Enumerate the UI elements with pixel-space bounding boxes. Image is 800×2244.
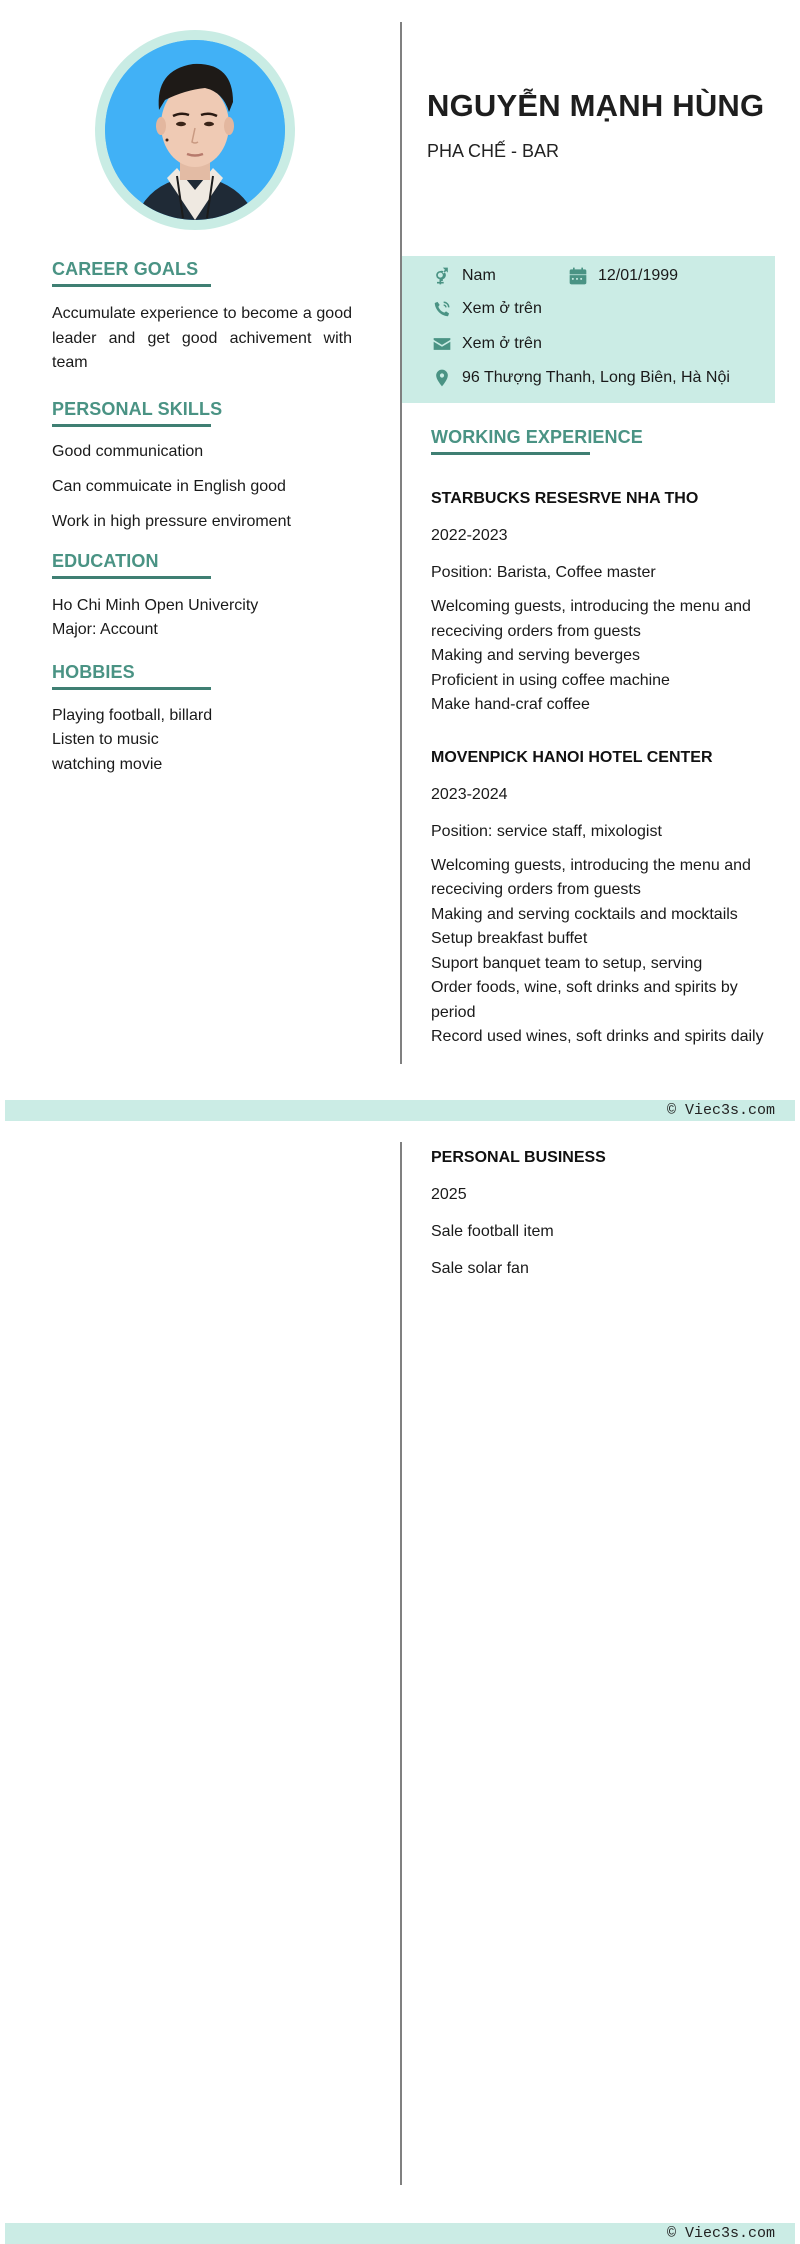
section-underline [52, 576, 211, 579]
education-school: Ho Chi Minh Open Univercity [52, 596, 259, 614]
job-line: Sale football item [431, 1223, 554, 1240]
skill-item: Good communication [52, 442, 204, 460]
job-period: 2025 [431, 1186, 467, 1203]
contact-phone [432, 297, 542, 321]
column-divider [400, 22, 402, 1064]
personal-skills-section [52, 398, 352, 532]
cv-page-2 [0, 1121, 800, 2221]
job-duty: Welcoming guests, introducing the menu and receciving orders from guests [431, 598, 751, 640]
job-duties [431, 854, 771, 1050]
job-duty: Proficient in using coffee machine [431, 671, 670, 689]
avatar-ring [95, 30, 295, 230]
section-underline [52, 687, 211, 690]
email-value: Xem ở trên [462, 335, 542, 352]
job-duty: Making and serving cocktails and mocktails [431, 905, 738, 923]
section-underline [52, 284, 211, 287]
footer-copyright: © Viec3s.com [5, 2223, 795, 2244]
job-entry [431, 1148, 771, 1279]
contact-birthday [568, 264, 678, 288]
job-position: Position: service staff, mixologist [431, 822, 662, 840]
profile-photo [105, 40, 285, 220]
birthday-value: 12/01/1999 [598, 267, 679, 284]
left-column [52, 258, 352, 777]
phone-icon [432, 299, 452, 319]
contact-address [432, 366, 730, 390]
address-value: 96 Thượng Thanh, Long Biên, Hà Nội [462, 369, 730, 386]
job-line: Sale solar fan [431, 1260, 529, 1277]
hobbies-section [52, 661, 352, 778]
job-entry [431, 489, 771, 718]
working-experience-section [431, 426, 771, 1050]
job-period: 2023-2024 [431, 785, 508, 803]
contact-info-panel [402, 256, 775, 403]
section-title: PERSONAL SKILLS [52, 398, 223, 419]
skill-item: Can commuicate in English good [52, 477, 286, 495]
avatar [105, 40, 285, 220]
contact-gender [432, 264, 496, 288]
email-icon [432, 334, 452, 354]
job-duties [431, 595, 771, 718]
job-duty: Order foods, wine, soft drinks and spirits by period [431, 979, 738, 1021]
section-underline [431, 452, 590, 455]
job-duty: Setup breakfast buffet [431, 930, 588, 947]
job-duty: Make hand-craf coffee [431, 696, 590, 713]
location-icon [432, 368, 452, 388]
section-underline [52, 424, 211, 427]
section-title: EDUCATION [52, 550, 159, 571]
cv-page-1 [0, 0, 800, 1119]
job-entry [431, 748, 771, 1050]
gender-icon [432, 266, 452, 286]
section-title: HOBBIES [52, 661, 135, 682]
job-company: STARBUCKS RESESRVE NHA THO [431, 490, 699, 507]
job-period: 2022-2023 [431, 527, 508, 544]
section-title: WORKING EXPERIENCE [431, 427, 643, 447]
hobby-item: Listen to music [52, 731, 159, 748]
job-duty: Suport banquet team to setup, serving [431, 954, 703, 972]
hobby-item: Playing football, billard [52, 706, 213, 724]
education-major: Major: Account [52, 621, 158, 638]
gender-value: Nam [462, 267, 496, 284]
job-position: Position: Barista, Coffee master [431, 564, 656, 581]
skill-item: Work in high pressure enviroment [52, 512, 291, 530]
hobby-item: watching movie [52, 755, 163, 773]
career-goals-text: Accumulate experience to become a good leader and get good achivement with team [52, 305, 352, 371]
career-goals-section [52, 258, 352, 376]
job-duty: Record used wines, soft drinks and spirits daily [431, 1028, 764, 1045]
candidate-role: PHA CHẾ - BAR [427, 141, 560, 161]
job-company: MOVENPICK HANOI HOTEL CENTER [431, 748, 713, 766]
job-company: PERSONAL BUSINESS [431, 1149, 606, 1166]
section-title: CAREER GOALS [52, 259, 199, 279]
phone-value: Xem ở trên [462, 300, 542, 317]
job-duty: Making and serving beverges [431, 647, 641, 664]
education-section [52, 550, 352, 643]
candidate-name: NGUYỄN MẠNH HÙNG [427, 88, 765, 123]
calendar-icon [568, 266, 588, 286]
contact-email [432, 332, 542, 356]
job-duty: Welcoming guests, introducing the menu and receciving orders from guests [431, 856, 751, 898]
column-divider [400, 1142, 402, 2185]
footer-copyright: © Viec3s.com [5, 1100, 795, 1121]
